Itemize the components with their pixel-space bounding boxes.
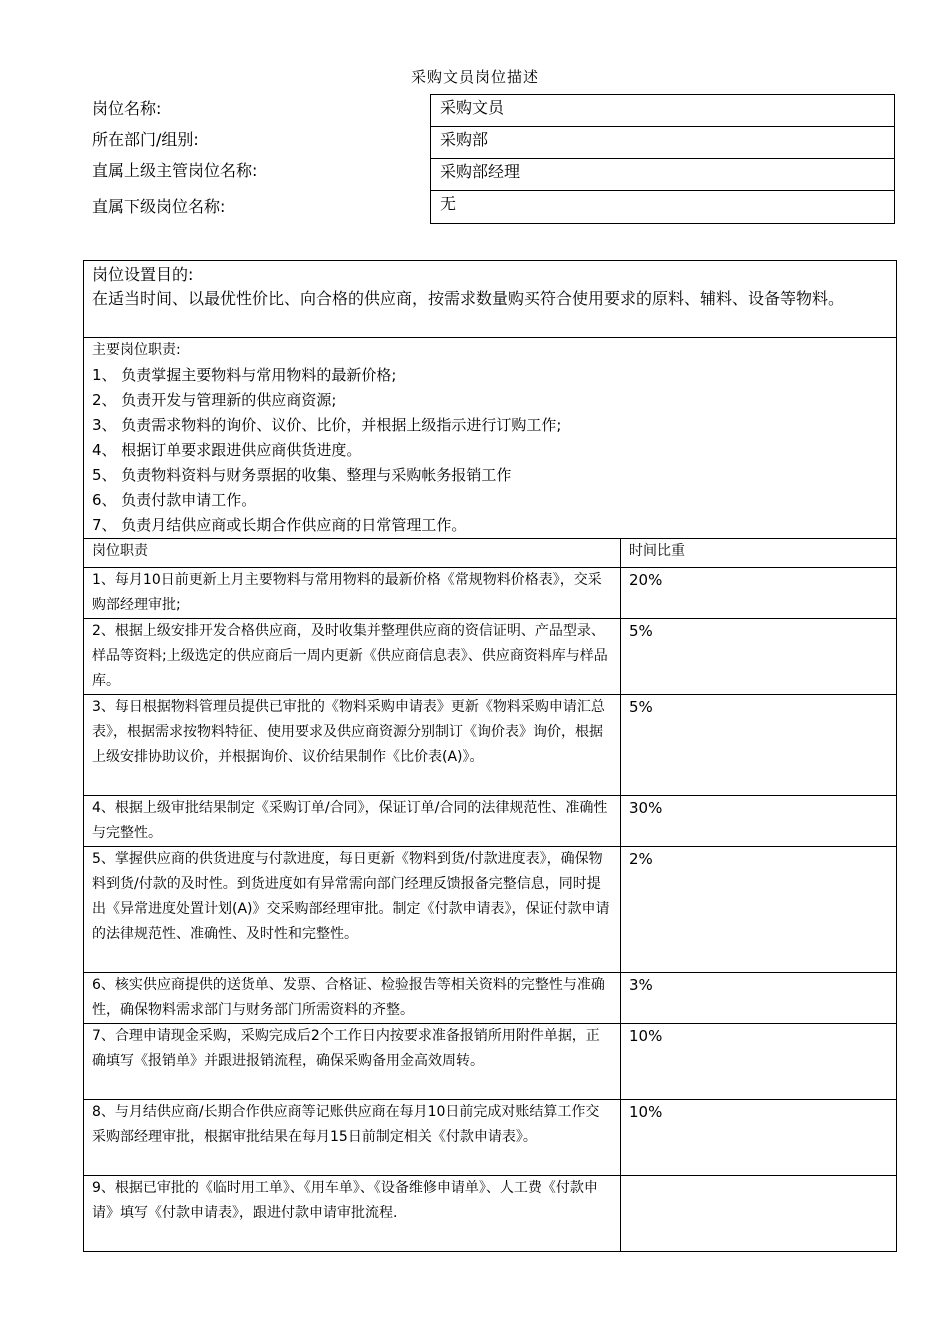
duty-cell: 3、每日根据物料管理员提供已审批的《物料采购申请表》更新《物料采购申请汇总表》，根据需求按物料特征、使用要求及供应商资源分别制订《询价表》询价，根据上级安排协助议价，并根据询价、议价结果制作《比价表(A)》。 xyxy=(84,695,621,796)
value-subordinate: 无 xyxy=(431,191,895,224)
weight-cell: 20% xyxy=(621,568,897,619)
duty-cell: 7、合理申请现金采购，采购完成后2个工作日内按要求准备报销所用附件单据，正确填写《报销单》并跟进报销流程，确保采购备用金高效周转。 xyxy=(84,1024,621,1100)
value-department: 采购部 xyxy=(431,127,895,159)
label-position-name: 岗位名称: xyxy=(92,99,162,118)
value-supervisor: 采购部经理 xyxy=(431,159,895,191)
weight-cell: 10% xyxy=(621,1100,897,1176)
weight-cell: 5% xyxy=(621,695,897,796)
purpose-heading: 岗位设置目的: xyxy=(92,265,194,284)
table-row xyxy=(84,1024,897,1100)
weight-cell xyxy=(621,1176,897,1252)
table-row xyxy=(84,847,897,973)
duty-item: 1、 负责掌握主要物料与常用物料的最新价格; xyxy=(92,366,397,384)
table-row xyxy=(84,695,897,796)
duty-cell: 9、根据已审批的《临时用工单》、《用车单》、《设备维修申请单》、人工费《付款申请》填写《付款申请表》，跟进付款申请审批流程. xyxy=(84,1176,621,1252)
purpose-text: 在适当时间、以最优性价比、向合格的供应商，按需求数量购买符合使用要求的原料、辅料、设备等物料。 xyxy=(92,289,845,308)
table-row xyxy=(84,973,897,1024)
duty-item: 3、 负责需求物料的询价、议价、比价，并根据上级指示进行订购工作; xyxy=(92,416,562,434)
weight-cell: 3% xyxy=(621,973,897,1024)
label-subordinate: 直属下级岗位名称: xyxy=(92,197,226,216)
duty-item: 2、 负责开发与管理新的供应商资源; xyxy=(92,391,337,409)
label-supervisor: 直属上级主管岗位名称: xyxy=(92,161,258,180)
weight-cell: 30% xyxy=(621,796,897,847)
duty-cell: 8、与月结供应商/长期合作供应商等记账供应商在每月10日前完成对账结算工作交采购部经理审批，根据审批结果在每月15日前制定相关《付款申请表》。 xyxy=(84,1100,621,1176)
duty-item: 6、 负责付款申请工作。 xyxy=(92,491,257,509)
purpose-cell xyxy=(84,261,897,338)
table-row xyxy=(84,619,897,695)
duties-table xyxy=(83,260,897,1252)
duty-item: 7、 负责月结供应商或长期合作供应商的日常管理工作。 xyxy=(92,516,467,534)
duty-cell: 1、每月10日前更新上月主要物料与常用物料的最新价格《常规物料价格表》，交采购部经理审批; xyxy=(84,568,621,619)
duty-cell: 6、核实供应商提供的送货单、发票、合格证、检验报告等相关资料的完整性与准确性，确保物料需求部门与财务部门所需资料的齐整。 xyxy=(84,973,621,1024)
duty-cell: 2、根据上级安排开发合格供应商，及时收集并整理供应商的资信证明、产品型录、样品等资料;上级选定的供应商后一周内更新《供应商信息表》、供应商资料库与样品库。 xyxy=(84,619,621,695)
label-department: 所在部门/组别: xyxy=(92,130,199,149)
duty-item: 4、 根据订单要求跟进供应商供货进度。 xyxy=(92,441,362,459)
weight-cell: 5% xyxy=(621,619,897,695)
column-header-duty: 岗位职责 xyxy=(84,539,621,568)
info-values-table xyxy=(430,94,895,224)
weight-cell: 10% xyxy=(621,1024,897,1100)
duty-item: 5、 负责物料资料与财务票据的收集、整理与采购帐务报销工作 xyxy=(92,466,512,484)
table-row xyxy=(84,1176,897,1252)
table-row xyxy=(84,568,897,619)
main-duties-cell xyxy=(84,338,897,539)
column-header-weight: 时间比重 xyxy=(621,539,897,568)
duty-cell: 5、掌握供应商的供货进度与付款进度，每日更新《物料到货/付款进度表》，确保物料到货/付款的及时性。到货进度如有异常需向部门经理反馈报备完整信息，同时提出《异常进度处置计划(A)》交采购部经理审批。制定《付款申请表》，保证付款申请的法律规范性、准确性、及时性和完整性。 xyxy=(84,847,621,973)
main-duties-heading: 主要岗位职责: xyxy=(92,342,181,358)
duty-cell: 4、根据上级审批结果制定《采购订单/合同》，保证订单/合同的法律规范性、准确性与完整性。 xyxy=(84,796,621,847)
weight-cell: 2% xyxy=(621,847,897,973)
table-row xyxy=(84,796,897,847)
value-position-name: 采购文员 xyxy=(431,95,895,127)
page-title: 采购文员岗位描述 xyxy=(410,68,539,86)
table-row xyxy=(84,1100,897,1176)
